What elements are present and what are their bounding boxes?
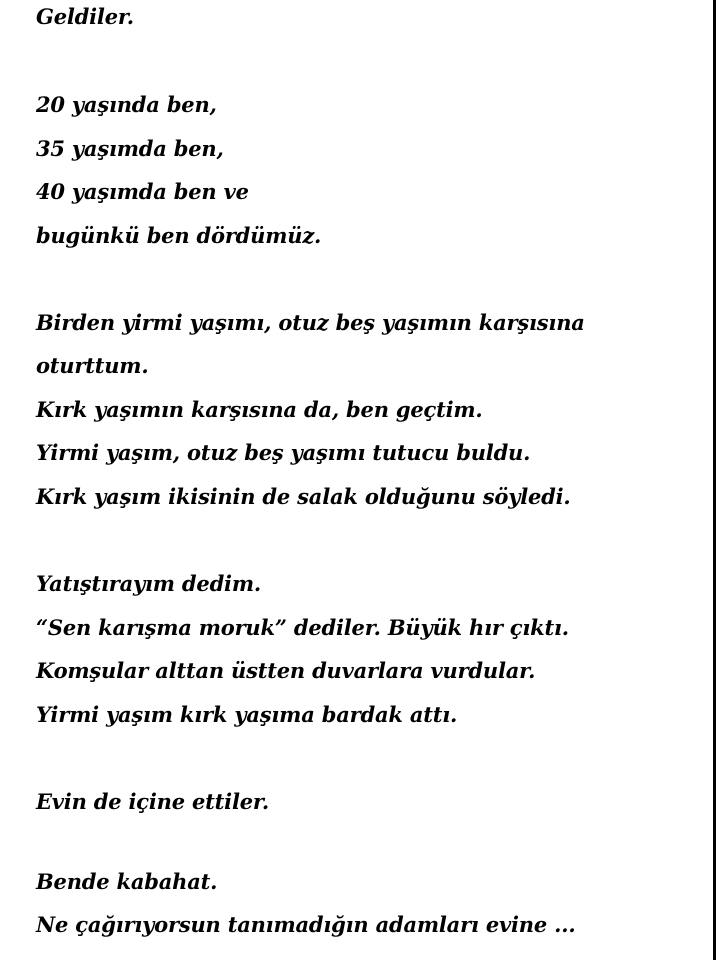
poem-line: Kırk yaşım ikisinin de salak olduğunu söyledi. bbox=[36, 484, 571, 509]
poem-line: 35 yaşımda ben, bbox=[36, 136, 224, 161]
poem-line: oturttum. bbox=[36, 353, 149, 378]
poem-line: Kırk yaşımın karşısına da, ben geçtim. bbox=[36, 397, 483, 422]
poem-line: Yirmi yaşım kırk yaşıma bardak attı. bbox=[36, 702, 458, 727]
poem-line: 40 yaşımda ben ve bbox=[36, 179, 249, 204]
poem-line: Evin de içine ettiler. bbox=[36, 789, 269, 814]
poem-line: Ne çağırıyorsun tanımadığın adamları evine ... bbox=[36, 912, 576, 937]
poem-line: 20 yaşında ben, bbox=[36, 92, 217, 117]
poem-text bbox=[36, 0, 706, 960]
poem-line: bugünkü ben dördümüz. bbox=[36, 223, 322, 248]
poem-line: “Sen karışma moruk” dediler. Büyük hır çıktı. bbox=[36, 615, 569, 640]
poem-line: Geldiler. bbox=[36, 4, 134, 29]
poem-line: Bende kabahat. bbox=[36, 869, 218, 894]
poem-line: Birden yirmi yaşımı, otuz beş yaşımın karşısına bbox=[36, 310, 585, 335]
poem-line: Yirmi yaşım, otuz beş yaşımı tutucu buldu. bbox=[36, 440, 531, 465]
poem-line: Komşular alttan üstten duvarlara vurdular. bbox=[36, 658, 536, 683]
poem-line: Yatıştırayım dedim. bbox=[36, 571, 261, 596]
